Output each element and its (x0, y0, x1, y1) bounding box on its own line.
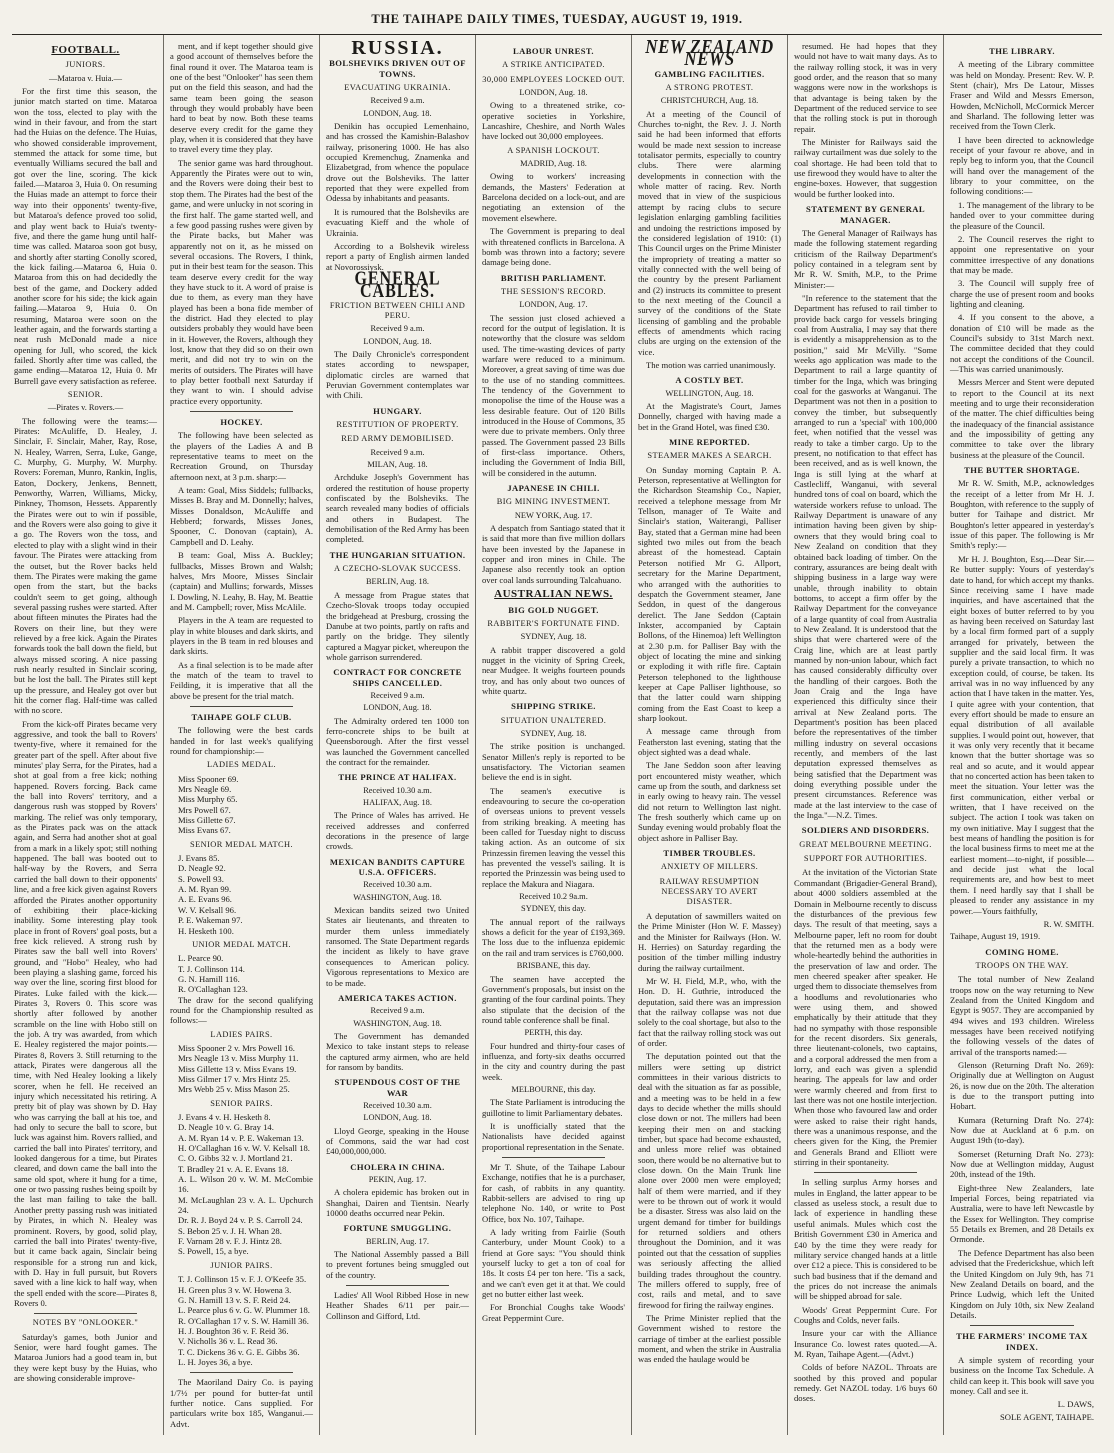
list-item: H. J. Boughton 36 v. F. Reid 36. (178, 1325, 289, 1336)
dateline: SYDNEY, Aug. 18. (520, 728, 587, 738)
fortune-article: The National Assembly passed a Bill to prevent fortunes being smuggled out of the country. (326, 1249, 469, 1280)
protest-heading: A STRONG PROTEST. (665, 83, 754, 93)
list-item: J. Evans 85. (178, 853, 220, 864)
dateline: PEKIN, Aug. 17. (368, 1175, 427, 1184)
mining-heading: BIG MINING INVESTMENT. (496, 497, 611, 507)
farmers-signature-2: SOLE AGENT, TAIHAPE. (1000, 1411, 1094, 1422)
support-heading: SUPPORT FOR AUTHORITIES. (803, 854, 928, 864)
senior-medal-heading: SENIOR MEDAL MATCH. (190, 839, 293, 849)
list-item: L. Pearce 90. (178, 953, 224, 964)
insurance-advert: Insure your car with the Alliance Insurance Co. lowest rates quoted.—A. M. Ryan, Taihape Agent.—(Advt.) (794, 1328, 937, 1359)
war-cost-article: Lloyd George, speaking in the House of Commons, said the war had cost £40,000,000,000. (326, 1125, 469, 1157)
red-army-heading: RED ARMY DEMOBILISED. (341, 434, 454, 444)
farmers-signature: L. DAWS, (1057, 1399, 1094, 1410)
troops-list-item: Somerset (Returning Draft No. 273): Now due at Wellington midday, August 20th, instead of the 19th. (950, 1148, 1094, 1180)
prince-article: The Prince of Wales has arrived. He received addresses and conferred decorations in the presence of large crowds. (326, 810, 469, 852)
column-4 (476, 35, 632, 1435)
fortune-heading: FORTUNE SMUGGLING. (343, 1223, 452, 1234)
farmers-heading: THE FARMERS' INCOME TAX INDEX. (956, 1331, 1088, 1352)
senior-article-1: The following were the teams:—Pirates: McAuliffe, D. Healey, J. Sinclair, F. Sinclair, Maher, Ray, Rose, N. Healey, Warren, Serra, Luke, Gange, C. Murphy, G. Murphy, W. Murphy. Rovers: Foreman, Munro, Rankin, Inglis, Eaton, Dockery, Jenkens, Bennett, Penworthy, Warren, Williams, Micky, Pinkney, Thomson, Hessets. Apparently the Pirates were out to win if possible, and the Rovers were also going to give it a go. The Rovers won the toss, and elected to play with a slight wind in their favour. The Pirates were attacking from the outset, but the Rover backs held them. The Pirates were making the game open from the start, but the backs couldn't seem to get going, although several passing rushes were started. After about fifteen minutes the Pirates had the Rovers on their line, but they were relieved by a free kick. Again the Pirates forwards took the ball down the field, but always missed scoring. A nice passing rush nearly resulted in Sinclair scoring, but he lost the ball. The Pirates still kept up the pressure, and Healey got over but hit the corner flag. Half-time was called with no score. (14, 415, 157, 716)
concrete-article: The Admiralty ordered ten 1000 ton ferro-concrete ships to be built at Queensborough. After the first vessel was launched the Government cancelled the contract for the remainder. (326, 715, 469, 767)
list-item: A. L. Wilson 20 v. W. M. McCombie 16. (178, 1174, 313, 1195)
dateline: CHRISTCHURCH, Aug. 18. (660, 96, 759, 106)
general-cables-heading: GENERAL CABLES. (354, 268, 441, 303)
bet-heading: A COSTLY BET. (675, 375, 744, 386)
divider (190, 1372, 293, 1373)
ladies-pairs-heading: LADIES PAIRS. (210, 1029, 273, 1039)
senior-medal-list (170, 853, 313, 936)
statement-article-2: "In reference to the statement that the Department has refused to rail timber to provide back cargo for vessels bringing coal from Australia, I may say that there is evidently a misapprehension as to the position," said Mr McVilly. "Some weeks ago application was made to the Department to rail a large quantity of timber for the Inga, which was bringing coal for the gasworks at Wanganui. The Department was not then in a position to convey the timber, but subsequently arranged to run a 'special' with 100,000 feet, when notified that the vessel was ready to take a timber cargo. Up to the present, no notification to that effect has been received, and as is well known, the Inga is still lying at the wharf at Castlecliff, Wanganui, with several hundred tons of coal on board, which the waterside workers refuse to unload. The Railway Department is unaware of any intimation having been given by ship-owners that they would bring coal to New Zealand on condition that they obtained back loading of timber. On the contrary, assurances are being dealt with shipping business in a large way were unable, through inability to obtain bottoms, to accept a firm offer by the Railway Department for the conveyance of a large quantity of coal from Australia to New Zealand. It is understood that the ships that were chartered were of the Craig line, which are at least partly manned by non-union labour, which fact has caused considerably difficulty over the handling of their cargoes. Both the Joan Craig and the Inga have experienced this difficulty since their arrival at New Zealand ports. The Department's position has been placed before the representatives of the timber milling industry on several occasions recently, and members of the last deputation expressed themselves as being satisfied that the Department was doing everything possible under the present circumstances. Reference was made at the last interview to the case of the Inga."—N.Z. Times. (794, 292, 937, 821)
list-item: L. Pearce plus 6 v. G. W. Plummer 18. (178, 1305, 310, 1316)
hungarian-situation-heading: THE HUNGARIAN SITUATION. (329, 549, 466, 560)
list-item: T. Bradley 21 v. A. E. Evans 18. (178, 1163, 289, 1174)
hockey-a-team: A team: Goal, Miss Siddels; fullbacks, Misses B. Bray and M. Donnelly; halves, Misses Donaldson, McAuliffe and Hebberd; forwards, Misses Jones, Spooner, C. Donovan (captain), A. Campbell and D. Leahy. (170, 485, 313, 547)
mules-article: In selling surplus Army horses and mules in England, the latter appear to be classed as useless stock, a result due to lack of experience in handling these useful animals. Mules which cost the British Government £30 in America and £40 by the time they were ready for military service changed hands at a little over £12 a piece. This is considered to be such bad business that if the demand and the prices do not increase the animals will be shipped abroad for sale. (794, 1177, 937, 1302)
hockey-dress: Players in the A team are requested to play in white blouses and dark skirts, and players in the B team in red blouses and dark skirts. (170, 615, 313, 657)
railway-resumption-heading: RAILWAY RESUMPTION NECESSARY TO AVERT DISASTER. (659, 876, 760, 907)
senior-article-2: From the kick-off Pirates became very aggressive, and took the ball to Rovers' twenty-five, where it remained for the greater part of the spell. After about five minutes' play Serra, for the Pirates, had a shot at goal from a free kick; nothing happened. Rovers forcing. Back came the ball into Rovers' territory, and a dangerous rush was stopped by Rovers' marking. The relief was only temporary, as the Pirates pack was on the attack again, and Serra had another shot at goal from a mark in a likely spot; still nothing happened. The ball was booted out to half-way by the Rovers, and Serra carried the ball down to their opponents' line, and a free kick given against Rovers afforded the Pirates another opportunity of exhibiting their place-kicking inability. Some interesting play took place in front of Rovers' goal posts, but a free kick relieved. A strong rush by Pirates saw the ball well into Rovers' ground, and "Hobo" Healey, who had been playing a slashing game, forced his way over the line, scoring first blood for Pirates. Luke failed with the kick.—Pirates 3, Rovers 0. This score was shortly after followed by another scramble on the line with Hobo still on the job. A try was awarded, from which E. Healey registered the major points.—Pirates 8, Rovers 3. Still returning to the attack, Pirates were dangerous all the time, with Ned Healey looking a likely scorer, when he fell. He received an injury which necessitated his retiring. A pretty bit of play was shown by D. Hay who was carrying the ball at his toe, and had only to secure the ball to score, but luck was against him. Rovers rallied, and carried the ball into Pirates' territory, and looked dangerous for a time, but Pirates cleared, and down came the ball into the same old spot, where it hung for a time, one or two passing rushes being spoilt by the last man failing to take the ball. Another pretty passing rush was initiated by Pirates, in which N. Healey was prominent. Rovers, by good, solid play, carried the ball into Pirates' twenty-five, but it came back again, Sinclair being responsible for a strong run and kick, with D. Hay in full pursuit, but Rovers saved with a line kick to half way, when the spell ended with the score—Pirates 8, Rovers 0. (14, 718, 157, 1308)
america-article: The Government has demanded Mexico to take instant steps to release the captured army airmen, who are held for ransom by bandits. (326, 1030, 469, 1072)
divider (190, 706, 293, 707)
list-item: G. N. Hamill 13 v. S. F. Reid 24. (178, 1294, 291, 1305)
list-item: Miss Murphy 65. (178, 794, 238, 805)
butter-letter: Mr H. J. Boughton, Esq.—Dear Sir.—Re butter supply: Yours of yesterday's date to hand, for which accept my thanks. Since receiving same I have made inquiries, and have ascertained that the eight boxes of butter referred to by you as having been received on Saturday last by a local firm formed part of a supply arranged for privately, between the supplier and the said local firm. It was purely a private transaction, to which no exception could, of course, be taken. Its arrival was in no way influenced by any action that I have taken in the matter. Yes, I quite agree with your contention, that every effort should be made to ensure an equal distribution of all available supplies. I would point out, however, that it was only very recently that it became known that the butter shortage was so real and so acute, and it would appear that no concerted action has been taken to meet the situation. Your letter was the first communication, either verbal or written, that I have received on the subject. The action I took was taken on my own initiative. May I suggest that the best means of handling the position is for the local business firms to meet me at the earliest moment—to-night, if possible—and decide just what the local requirements are, and how best to meet them. I need hardly say that I shall be pleased to render any assistance in my power.—Yours faithfully, (950, 553, 1094, 916)
notes-heading: NOTES BY "ONLOOKER." (32, 1318, 139, 1328)
troops-heading: TROOPS ON THE WAY. (975, 960, 1069, 970)
perth-article: Four hundred and thirty-four cases of influenza, and forty-six deaths occurred in the city and country during the past week. (482, 1040, 625, 1082)
senior-heading: SENIOR. (67, 390, 104, 399)
golf-article: The following were the best cards handed in for last week's qualifying round for championship:— (170, 725, 313, 756)
troops-article: The total number of New Zealand troops now on the way returning to New Zealand from the United Kingdom and Egypt is 9057. They are accompanied by 494 wives and 193 children. Wireless messages have been received notifying the following vessels of the dates of arrival of the transports named:— (950, 974, 1094, 1057)
parliament-heading: BRITISH PARLIAMENT. (500, 272, 607, 283)
dateline: BERLIN, Aug. 17. (365, 1236, 430, 1246)
bandits-article: Mexican bandits seized two United States air lieutenants, and threaten to murder them unless immediately ransomed. The State Department regards the incident as likely to have grave consequences to American policy. Vigorous representations to Mexico are to be made. (326, 905, 469, 988)
timber-heading: TIMBER TROUBLES. (663, 848, 756, 859)
support-article: At the invitation of the Victorian State Commandant (Brigadier-General Brand), about 4000 soldiers assembled at the Domain in Melbourne recently to discuss the disturbances of the previous few days. The result of that meeting, says a Melbourne paper, left no room for doubt that the returned men as a body were whole-heartedly behind the authorities in the preservation of law and order. The men cheered speaker after speaker. He urged them to dissociate themselves from a hoodlums and revolutionaries who were using them, and showed emphatically by their attitude that they had no sympathy with those responsible for the recent disorders. Six generals, three lieutenant-colonels, two captains, and a corporal addressed the men from a lorry, and each was given a splendid hearing. The appeals for law and order were warmly cheered and from first to last there was not one hostile interjection. When those who favoured law and order were asked to raise their right hands, there was a unanimous response, and the cheers given for the King, the Premier and Generals Brand and Elliott were stirring in their spontaneity. (794, 867, 937, 1168)
juniors-article: For the first time this season, the junior match started on time. Mataroa won the toss, elected to play with the wind in their favour, and from the start had the Huias on the defence. The Huias, who showed considerable improvement, stemmed the attack for some time, but eventually Williams secured the ball and got over the line, scoring. The kick failed.—Mataroa 3, Huia 0. On resuming the Huias made an attempt to force their way into their opponents' twenty-five, but Mataroa's defence proved too solid, and play went back to Huia's twenty-five, and there the game hung until half-time was called. Mataroa soon got busy, and shortly after starting Conolly scored, the kick failing.—Mataroa 6, Huia 0. Mataroa from this on had decidedly the best of the game, and Dockery added another score for his side; the kick again failing.—Mataroa 9, Huia 0. On resuming, Mataroa were soon on the leather again, and the forwards starting a neat rush McDonald made a nice opening for Jull, who scored, the kick failed. Shortly after time was called, the game ending—Mataroa 12, Huia 0. Mr Burrell gave every satisfaction as referee. (14, 86, 157, 386)
list-item: Mrs Neagle 13 v. Miss Murphy 11. (178, 1053, 299, 1064)
ukraine-article-3: According to a Bolshevik wireless report a party of English airmen landed at Novorossiysk. (326, 240, 469, 272)
list-item: A. M. Ryan 99. (178, 884, 232, 895)
mine-heading: MINE REPORTED. (669, 437, 750, 448)
dateline: NEW YORK, Aug. 17. (514, 510, 593, 520)
timber-article-4: The Prime Minister replied that the Government wished to restore the carriage of timber at the earliest possible moment, and when the strike in Australia was ended the haulage would be (638, 1312, 781, 1365)
dateline: Received 10.30 a.m. (363, 1100, 432, 1110)
column-1 (8, 35, 164, 1435)
dateline: PERTH, this day. (524, 1028, 583, 1038)
column-5 (632, 35, 788, 1435)
restitution-heading: RESTITUTION OF PROPERTY. (336, 420, 459, 429)
library-heading: THE LIBRARY. (989, 46, 1055, 56)
ukraine-article: Denikin has occupied Lemenhaino, and has crossed the Kamishin-Balashov railway, prisonering 1000. He has also occupied Kremenchug, Znamenka and Elizabetgrad, from whence the populace drove out the Bolsheviks. The latter reported that they were expelled from Odessa by inhabitants and peasants. (326, 121, 469, 204)
mine-article-3: The Jane Seddon soon after leaving port encountered misty weather, which came up from the south, and darkness set in early owing to heavy rain. The vessel did not return to Wellington last night. The fresh southerly which came up on Sunday evening would probably float the object ashore in Palliser Bay. (638, 760, 781, 843)
divider (346, 1285, 449, 1286)
dateline: Received 9 a.m. (370, 690, 425, 700)
shipping-article-2: The seamen's executive is endeavouring to secure the co-operation of overseas unions to prevent vessels from striking breaking. A meeting has been called for Tuesday night to discuss taking action. As an outcome of six Prinzessin firemen leaving the vessel this has prevented the vessel's sailing. It is reported the Prinzessin was being used to replace the Makura and Niagara. (482, 785, 625, 889)
session-heading: THE SESSION'S RECORD. (500, 286, 607, 296)
dateline: WASHINGTON, Aug. 18. (353, 892, 442, 902)
nz-news-heading: NEW ZEALAND NEWS (645, 35, 774, 71)
statement-article: The General Manager of Railways has made the following statement regarding criticism of the Railway Department's policy contained in a telegram sent by Mr R. W. Smith, M.P., to the Prime Minister:— (794, 227, 937, 290)
list-item: A. M. Ryan 14 v. P. E. Wakeman 13. (178, 1132, 304, 1143)
divider (34, 1313, 137, 1314)
mine-article-2: A message came through from Featherston last evening, stating that the object sighted was a dead whale. (638, 726, 781, 757)
list-item: Mrs Webb 25 v. Miss Mason 25. (178, 1084, 290, 1095)
australian-news-heading: AUSTRALIAN NEWS. (494, 588, 613, 601)
dateline: MELBOURNE, this day. (511, 1084, 596, 1094)
protest-article: At a meeting of the Council of Churches to-night, the Rev. J. J. North said he had been informed that efforts would be made next session to increase totalisator permits, especially to country clubs. There were alarming developments in connection with the whole matter of racing. Rev. North moved that in view of the suspicious attempt by racing clubs to secure legislation enlarging gambling facilities and undoing the restrictions imposed by the considered legislation of 1910: (1) This Council urges on the Prime Minister the impropriety of treating a matter so vitally connected with the well being of the country by the present Parliament and (2) instructs its committee to present to the next meeting of the Council a survey of the conditions of the State licensing of gambling and the probable effects of amendments which racing clubs are urging on the extension of the vice. (638, 108, 781, 357)
hungary-heading: HUNGARY. (373, 405, 422, 416)
hose-advert: Ladies' All Wool Ribbed Hose in new Heather Shades 6/11 per pair.—Collinson and Gifford, Ltd. (326, 1290, 469, 1321)
junior-pairs-heading: JUNIOR PAIRS. (210, 1260, 273, 1270)
list-item: Miss Spooner 2 v. Mrs Powell 16. (178, 1042, 295, 1053)
list-item: C. O. Gibbs 32 v. J. Mortland 21. (178, 1153, 293, 1164)
dateline: HALIFAX, Aug. 18. (363, 798, 432, 807)
labour-heading: LABOUR UNREST. (513, 46, 594, 56)
notes-article: Saturday's games, both Junior and Senior, were hard fought games. The Mataroa Juniors had a good team in, but they were kept busy by the Huias, who are showing considerable improve- (14, 1331, 157, 1383)
list-item: T. J. Collinson 114. (178, 963, 245, 974)
statement-heading: STATEMENT BY GENERAL MANAGER. (806, 204, 925, 225)
list-item: T. J. Collinson 15 v. F. J. O'Keefe 35. (178, 1274, 307, 1285)
bolsheviks-heading: BOLSHEVIKS DRIVEN OUT OF TOWNS. (329, 58, 466, 79)
protest-article-2: The motion was carried unanimously. (646, 359, 776, 370)
dateline: LONDON, Aug. 18. (363, 108, 432, 118)
soldiers-heading: SOLDIERS AND DISORDERS. (801, 825, 930, 836)
spanish-article: Owing to workers' increasing demands, the Masters' Federation at Barcelona decided on a lock-out, and are negotiating an extension of the movement elsewhere. (482, 171, 625, 223)
czecho-heading: A CZECHO-SLOVAK SUCCESS. (334, 564, 461, 574)
list-item: A. E. Evans 96. (178, 894, 232, 905)
list-item: Mrs Neagle 69. (178, 784, 232, 795)
dateline: LONDON, Aug. 18. (363, 336, 432, 346)
bet-article: At the Magistrate's Court, James Donnelly, charged with having made a bet in the Grand Hotel, was fined £30. (638, 401, 781, 432)
troops-list-item: Glenson (Returning Draft No. 269): Originally due at Wellington on August 26, is now due on the 20th. The alteration is due to the transport putting into Hobart. (950, 1059, 1094, 1112)
dateline: BERLIN, Aug. 18. (365, 577, 430, 587)
timber-continued-2: The Minister for Railways said the railway curtailment was due solely to the coal shortage. He had been told that to use firewood they would have to alter the engine-boxes. However, that suggestion would be further looked into. (794, 137, 937, 199)
gambling-heading: GAMBLING FACILITIES. (654, 68, 765, 79)
library-article-2: I have been directed to acknowledge receipt of your favour re above, and in reply beg to inform you, that the Council will hand over the management of the library to your committee, on the following conditions:— (950, 134, 1094, 197)
cholera-heading: CHOLERA IN CHINA. (350, 1161, 445, 1172)
dateline: LONDON, Aug. 18. (363, 1113, 432, 1123)
troops-list-item: Kumara (Returning Draft No. 274): Now due at Auckland at 6 p.m. on August 19th (to-day). (950, 1114, 1094, 1146)
cholera-article: A cholera epidemic has broken out in Shanghai, Dairen and Tientsin. Nearly 10000 deaths occurred near Pekin. (326, 1187, 469, 1219)
list-item: D. Neagle 92. (178, 863, 226, 874)
list-item: R. O'Callaghan 123. (178, 984, 248, 995)
list-item: Dr. R. J. Boyd 24 v. P. S. Carroll 24. (178, 1215, 303, 1226)
ukraine-article-2: It is rumoured that the Bolsheviks are evacuating Kieff and the whole of Ukrainia. (326, 206, 469, 238)
list-item: W. V. Kelsall 96. (178, 904, 237, 915)
juniors-heading: JUNIORS. (65, 60, 106, 70)
dateline: LONDON, Aug. 17. (519, 300, 588, 310)
mine-article: On Sunday morning Captain P. A. Peterson, representative at Wellington for the Richardson Steamship Co., Napier, received a telephone message from Mr Tellson, manager of Te Waite and Sinclair's station, Waiterangi, Palliser Bay, stated that a German mine had been sighted two miles out from the beach abreast of the homestead. Captain Peterson notified Mr G. Allport, secretary for the Marine Department, who arranged with the authorities to despatch the Government steamer, Jane Seddon, in quest of the dangerous derelict. The Jane Seddon (Captain Inkster, accompanied by Captain Bollons, of the Hinemoa) left Wellington at 2.30 p.m. for Palliser Bay with the object of locating the mine and sinking or exploding it with rifle fire. Captain Peterson telephoned to the lighthouse keeper at Cape Palliser lighthouse, so that the latter could warn shipping coming from the East Coast to keep a sharp lookout. (638, 464, 781, 723)
column-6 (788, 35, 944, 1435)
list-item: H. Green plus 3 v. W. Howena 3. (178, 1284, 292, 1295)
butter-heading: THE BUTTER SHORTAGE. (964, 465, 1080, 476)
dateline: BRISBANE, this day. (516, 961, 591, 971)
labour-exchange-notice: Mr T. Shute, of the Taihape Labour Exchange, notifies that he is a purchaser, for cash, of rabbits in any quantity. Rabbit-sellers are advised to ring up telephone No. 140, or write to Post Office, box No. 107, Taihape. (482, 1162, 625, 1224)
troops-article-2: Eight-three New Zealanders, late Imperial Forces, being repatriated via Australia, were to have left Newcastle by the Essex for Wellington. They comprise 55 Details ex Bremen, and 28 Details ex Ormonde. (950, 1182, 1094, 1245)
list-item: G. N. Hamill 116. (178, 973, 240, 984)
maoriland-advert: The Maoriland Dairy Co. is paying 1/7½ per pound for butter-fat until further notice. Cans supplied. For particulars write box 185, Wanganui.—Advt. (170, 1377, 313, 1429)
football-heading: FOOTBALL. (51, 44, 120, 56)
list-item: Miss Gillette 67. (178, 815, 236, 826)
list-item: F. Varnam 28 v. F. J. Hintz 28. (178, 1236, 282, 1247)
bronchial-advert: For Bronchial Coughs take Woods' Great Peppermint Cure. (482, 1302, 625, 1323)
library-condition: 2. The Council reserves the right to appoint one representative on your committee irrespective of any donations that may be made. (950, 233, 1094, 275)
senior-pairs-list (170, 1112, 313, 1257)
list-item: J. Evans 4 v. H. Hesketh 8. (178, 1112, 271, 1122)
spanish-heading: A SPANISH LOCKOUT. (507, 145, 600, 155)
masthead: THE TAIHAPE DAILY TIMES, TUESDAY, AUGUST 19, 1919. (12, 6, 1102, 35)
nazol-advert: Colds of before NAZOL. Throats are soothed by this proved and popular remedy. Get NAZOL today. 1/6 buys 60 doses. (794, 1362, 937, 1404)
column-7 (944, 35, 1100, 1435)
dateline: Received 9 a.m. (370, 447, 425, 457)
friction-heading: FRICTION BETWEEN CHILI AND PERU. (329, 300, 466, 320)
dateline: SYDNEY, Aug. 18. (520, 632, 587, 642)
butter-signature: R. W. SMITH. (1043, 918, 1094, 929)
library-condition: 4. If you consent to the above, a donation of £10 will be made as the Council's subsidy to 31st March next. The committee decided that they could not accept the conditions of the Council.—This was carried unanimously. (950, 312, 1094, 374)
divider (970, 1325, 1074, 1326)
hockey-selection: As a final selection is to be made after the match of the team to travel to Feilding, it is imperative that all the above be present for the trial match. (170, 659, 313, 701)
list-item: H. O'Callaghan 16 v. W. V. Kelsall 18. (178, 1143, 310, 1154)
coming-home-heading: COMING HOME. (985, 946, 1059, 957)
list-item: T. C. Dickens 36 v. G. E. Gibbs 36. (178, 1346, 300, 1357)
timber-article-3: The deputation pointed out that the millers were setting up district committees in their various districts to deal with the situation as far as possible, and a meeting was to be held in a few days to decide whether the mills should close down or not. The millers had been keeping their men on and stacking timber, but space had become exhausted, and unless more relief was obtained soon, there would be no alternative but to close down. On the Main Trunk line alone over 2000 men were employed; half of them were married, and if they were to be thrown out of work it would be a disaster. Stress was also laid on the urgent demand for timber for buildings for returned soldiers and others throughout the Dominion, and it was pointed out that the cessation of supplies was seriously affecting the allied building trades throughout the country. The millers offered to supply, free of cost, rails and metal, and to save firewood for firing the railway engines. (638, 1051, 781, 1310)
dateline: SYDNEY, this day. (521, 904, 586, 914)
dateline: Received 9 a.m. (370, 1006, 425, 1016)
list-item: L. H. Joyes 36, a bye. (178, 1356, 253, 1367)
dateline: MADRID, Aug. 18. (520, 159, 587, 169)
rabbiter-heading: RABBITER'S FORTUNATE FIND. (487, 618, 620, 628)
fairlie-letter: A lady writing from Fairlie (South Canterbury, under Mount Cook) to a friend at Gore says: "You should think yourself lucky to get a ton of coal for 18s. It costs £4 per ton here. 'Tis a sack, and we can't even get it at that. We could get no butter either last week. (482, 1227, 625, 1300)
dateline: Received 10.2 9a.m. (519, 892, 588, 902)
japanese-heading: JAPANESE IN CHILI. (507, 483, 600, 494)
dateline: Received 10.30 a.m. (363, 880, 432, 890)
friction-article: The Daily Chronicle's correspondent states according to newspaper, diplomatic circles are warned that Peruvian Government contemplates war with Chili. (326, 348, 469, 401)
library-condition: 1. The management of the library to be handed over to your committee during the pleasure of the Council. (950, 199, 1094, 231)
dateline: Received 10.30 a.m. (363, 785, 432, 795)
nugget-heading: BIG GOLD NUGGET. (508, 604, 599, 615)
czecho-article: A message from Prague states that Czecho-Slovak troops today occupied the bridgehead at Presburg, crossing the Danube at two points, partly on rafts and partly on the bridge. They silently captured a Magyar picket, whereupon the whole garrison surrendered. (326, 589, 469, 662)
prince-heading: THE PRINCE AT HALIFAX. (338, 772, 457, 783)
ladies-medal-heading: LADIES MEDAL. (207, 760, 276, 770)
golf-heading: TAIHAPE GOLF CLUB. (191, 711, 292, 722)
concrete-heading: CONTRACT FOR CONCRETE SHIPS CANCELLED. (333, 667, 462, 688)
troops-article-3: The Defence Department has also been advised that the Frederickshue, which left the United Kingdom on July 9th, has 71 New Zealand Details on board, and the Prince Ludwig, which left the United Kingdom on July 10th, six New Zealand Details. (950, 1247, 1094, 1320)
list-item: S. Bebon 25 v. J. H. Whan 28. (178, 1225, 282, 1236)
america-heading: AMERICA TAKES ACTION. (338, 992, 457, 1003)
junior-medal-heading: UNIOR MEDAL MATCH. (192, 939, 291, 949)
dateline: MILAN, Aug. 18. (367, 460, 428, 470)
notes-continued-2: The senior game was hard throughout. Apparently the Pirates were out to win, and the Rovers were doing their best to stop them. The Pirates had the best of the game, and were unlucky in not scoring in the first half. The game started well, and a few good passing rushes were given by the Pirate backs, but Maher was apparently not on it, as he missed on several occasions. The Rovers, I think, put in their best team for the season. This team deserve every credit for the way they have stuck to it. A word of praise is due to them, as every man they have played has been a bona fide member of the district. Had they elected to play outsiders probably they would have been in it. However, the Rovers, although they lost, know that they did so on their own merit, and did not try to win on the merits of outsiders. The Pirates will have to play better football next Saturday if they want to win. I should advise practice every opportunity. (170, 157, 313, 406)
list-item: S. Powell 93. (178, 873, 224, 884)
list-item: V. Nicholls 36 v. L. Read 36. (178, 1336, 278, 1347)
dateline: Received 9 a.m. (370, 324, 425, 334)
columns (8, 35, 1106, 1435)
melbourne-article-2: It is unofficially stated that the Nationalists have decided against proportional representation in the Senate. (482, 1120, 625, 1152)
parliament-article: The session just closed achieved a record for the output of legislation. It is noteworthy that the closure was seldom used. The time-wasting devices of party warfare were reduced to a minimum. Moreover, a great saving of time was due to the use of no standing committees. The tendency of the Government to monopolise the time of the House was a less desirable feature. Out of 120 Bills introduced in the House of Commons, 35 were due to private members. Only three passed. The Government passed 23 Bills of first-class importance. Others, including the Government of India Bill, will be considered in the autumn. (482, 312, 625, 478)
list-item: S. Powell, 15, a bye. (178, 1246, 249, 1257)
strike-heading: A STRIKE ANTICIPATED. (502, 60, 605, 70)
hockey-heading: HOCKEY. (220, 417, 263, 428)
dateline: LONDON, Aug. 18. (363, 703, 432, 713)
list-item: Miss Spooner 69. (178, 773, 239, 784)
butter-signature-date: Taihape, August 19, 1919. (950, 931, 1041, 942)
timber-article-2: Mr W. H. Field, M.P., who, with the Hon. D. H. Guthrie, introduced the deputation, said there was an impression that the railway collapse was not due solely to the coal shortage, but also to the fact that the railway rolling stock was out of order. (638, 975, 781, 1048)
hockey-b-team: B team: Goal, Miss A. Buckley; fullbacks, Misses Brown and Walsh; halves, Mrs Moore, Misses Sinclair (captain) and Mullins; forwards, Misses I. Dowling, N. Leahy, B. Hay, M. Beattie and M. Campbell; rover, Miss McAlile. (170, 550, 313, 612)
russia-heading: RUSSIA. (351, 37, 444, 59)
list-item: Miss Evans 67. (178, 825, 231, 836)
timber-continued: resumed. He had hopes that they would not have to wait many days. As to the railway rolling stock, it was in very good order, and the reason that so many waggons were now in the workshops is that advantage is being taken by the Department of the reduced service to see that the rolling stock is put in thorough repair. (794, 41, 937, 134)
senior-pairs-heading: SENIOR PAIRS. (210, 1098, 273, 1108)
spanish-article-2: The Government is preparing to deal with threatened conflicts in Barcelona. A bomb was thrown into a factory; severe damage being done. (482, 226, 625, 268)
dateline: WELLINGTON, Aug. 18. (665, 388, 754, 398)
divider (190, 411, 293, 412)
notes-continued: ment, and if kept together should give a good account of themselves before the final round it over. The Mataroa team is one of the best "Onlooker" has seen them put on the field this season, and had the same team been going the season through they would probably have been hard to beat by now. Both these teams deserve every credit for the game they play, when it is considered that they have to travel every time they play. (170, 41, 313, 155)
library-condition: 3. The Council will supply free of charge the use of present room and books lighting and cleaning. (950, 278, 1094, 309)
war-cost-heading: STUPENDOUS COST OF THE WAR (334, 1077, 461, 1098)
melbourne-meeting-heading: GREAT MELBOURNE MEETING. (799, 839, 932, 849)
senior-subheading: —Pirates v. Rovers.— (47, 403, 124, 413)
nugget-article: A rabbit trapper discovered a gold nugget in the vicinity of Spring Creek, near Mudgee. It weighs fourteen pounds troy, and has only about two ounces of white quartz. (482, 644, 625, 696)
railway-deficit-article: The annual report of the railways shows a deficit for the year of £193,369. The loss due to the influenza epidemic on the rail and tram services is £760,000. (482, 916, 625, 958)
dateline: LONDON, Aug. 18. (519, 88, 588, 98)
locked-out-heading: 30,000 EMPLOYEES LOCKED OUT. (482, 74, 625, 84)
library-article-3: Messrs Mercer and Stent were deputed to report to the Council at its next meeting and to urge their reconsideration of the matter. The chief difficulties being the inadequacy of the financial assistance and the impossibility of getting any committee to take over the library business at the pleasure of the Council. (950, 377, 1094, 460)
list-item: D. Neagle 10 v. G. Bray 14. (178, 1122, 274, 1133)
column-2 (164, 35, 320, 1435)
ladies-medal-list (170, 774, 313, 836)
melbourne-article: The State Parliament is introducing the guillotine to limit Parliamentary debates. (482, 1097, 625, 1118)
timber-article: A deputation of sawmillers waited on the Prime Minister (Hon W. F. Massey) and the Minister for Railways (Hon. W. H. Herries) on Saturday regarding the position of the timber milling industry during the railway curtailment. (638, 910, 781, 973)
anxiety-heading: ANXIETY OF MILLERS. (660, 862, 759, 872)
hungary-article: Archduke Joseph's Government has ordered the restitution of house property confiscated by the Bolsheviks. The search revealed many bodies of officials and others in Budapest. The demobilisation of the Red Army has been completed. (326, 472, 469, 545)
list-item: R. O'Callaghan 17 v. S. W. Hamill 36. (178, 1315, 309, 1326)
list-item: Mrs Powell 67. (178, 804, 231, 815)
list-item: Miss Gillette 13 v. Miss Evans 19. (178, 1063, 297, 1074)
ukraine-heading: EVACUATING UKRAINIA. (344, 83, 451, 93)
draw-article: The draw for the second qualifying round for the Championship resulted as follows:— (170, 994, 313, 1026)
butter-article: Mr R. W. Smith, M.P., acknowledges the receipt of a letter from Mr H. J. Boughton, with reference to the supply of butter for Taihape and district. Mr Boughton's letter appeared in yesterday's issue of this paper. The following is Mr Smith's reply:— (950, 478, 1094, 551)
unaltered-heading: SITUATION UNALTERED. (500, 715, 607, 725)
dateline: WASHINGTON, Aug. 18. (353, 1018, 442, 1028)
japanese-article: A despatch from Santiago stated that it is said that more than five million dollars have been invested by the Japanese in copper and iron mines in Chile. The Japanese also recently took an option over coal lands surrounding Talcahuano. (482, 523, 625, 585)
shipping-strike-heading: SHIPPING STRIKE. (511, 701, 596, 712)
junior-medal-list (170, 953, 313, 994)
juniors-subheading: —Mataroa v. Huia.— (49, 73, 122, 83)
brisbane-article: The seamen have accepted the Government's proposals, but insist on the granting of the four cardinal points. They also stipulate that the decision of the round table conference shall be final. (482, 973, 625, 1025)
bandits-heading: MEXICAN BANDITS CAPTURE U.S.A. OFFICERS. (329, 856, 466, 878)
peppermint-advert: Woods' Great Peppermint Cure. For Coughs and Colds, never fails. (794, 1304, 937, 1325)
steamer-heading: STEAMER MAKES A SEARCH. (647, 451, 772, 461)
list-item: H. Hesketh 100. (178, 925, 234, 936)
ladies-pairs-list (170, 1043, 313, 1095)
list-item: Miss Gilmer 17 v. Mrs Hintz 25. (178, 1073, 291, 1084)
labour-article: Owing to a threatened strike, co-operative societies in Yorkshire, Lancashire, Cheshire, and North Wales have locked out 30,000 employees. (482, 100, 625, 142)
list-item: M. McLaughlan 23 v. A. L. Upchurch 24. (178, 1194, 313, 1216)
divider (814, 1172, 917, 1173)
divider (502, 1157, 605, 1158)
list-item: P. E. Wakeman 97. (178, 915, 243, 926)
shipping-article: The strike position is unchanged. Senator Millen's reply is reported to be unsatisfactory. The Victorian seamen believe the end is in sight. (482, 741, 625, 783)
hockey-article: The following have been selected as the players of the Ladies A and B representative teams to meet on the Recreation Ground, on Thursday afternoon next, at 3 p.m. sharp:— (170, 430, 313, 482)
farmers-article: A simple system of recording your business on the Income Tax Schedule. A child can keep it. This book will save you money. Call and see it. (950, 1354, 1094, 1396)
junior-pairs-list (170, 1274, 313, 1367)
library-article: A meeting of the Library committee was held on Monday. Present: Rev. W. P. Stent (chair), Mrs De Latour, Misses Fraser and Wild and Messrs Emerson, Howden, McNicholl, McCormick Mercer and Sharland. The following letter was received from the Town Clerk. (950, 59, 1094, 132)
dateline: Received 9 a.m. (370, 96, 425, 106)
column-3 (320, 35, 476, 1435)
